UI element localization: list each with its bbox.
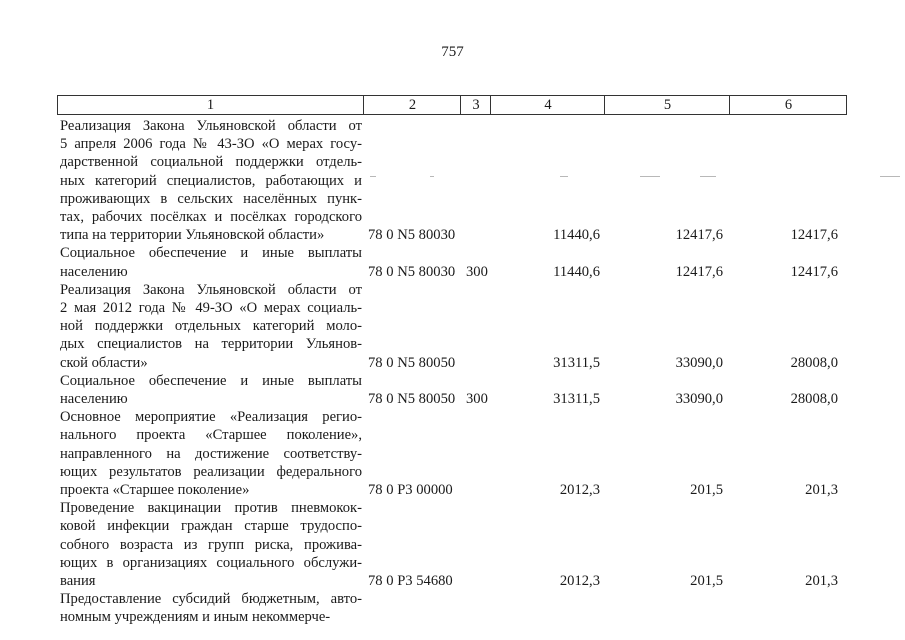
description-line: 5 апреля 2006 года № 43-ЗО «О мерах госу-: [60, 136, 362, 153]
description-line: 2 мая 2012 года № 49-ЗО «О мерах социаль-: [60, 300, 362, 316]
header-col-3: 3: [460, 96, 491, 114]
table-row-description: [60, 372, 362, 408]
scan-artifact: [560, 176, 568, 177]
description-line: Социальное обеспечение и иные выплаты: [60, 372, 362, 389]
value-col-5: 33090,0: [675, 354, 723, 371]
table-row-description: [60, 590, 362, 626]
header-col-5: 5: [604, 96, 730, 114]
description-line: собного возраста из групп риска, прожива-: [60, 536, 362, 553]
description-line: проживающих в сельских населённых пунк-: [60, 190, 362, 207]
description-line: населению: [60, 391, 128, 407]
value-col-6: 28008,0: [790, 391, 838, 407]
value-col-5: 201,5: [690, 482, 723, 498]
scan-artifact: [640, 176, 660, 177]
description-line: Основное мероприятие «Реализация регио-: [60, 409, 362, 426]
target-code: 78 0 N5 80030: [368, 227, 456, 244]
description-line: типа на территории Ульяновской области»: [60, 227, 325, 244]
description-line: Реализация Закона Ульяновской области от: [60, 118, 362, 134]
value-col-4: 2012,3: [559, 482, 600, 498]
table-row-description: [60, 117, 362, 244]
target-code: 78 0 N5 80050: [368, 391, 456, 407]
description-line: номным учреждениям и иным некоммерче-: [60, 609, 331, 626]
description-line: тах, рабочих посёлках и посёлках городского: [60, 209, 362, 226]
value-col-6: 201,3: [805, 573, 838, 589]
header-col-6: 6: [729, 96, 847, 114]
description-line: Проведение вакцинации против пневмокок-: [60, 500, 362, 517]
description-line: ной поддержки отдельных категорий моло-: [60, 318, 362, 335]
value-col-4: 11440,6: [553, 263, 600, 280]
expense-type: 300: [466, 263, 488, 280]
value-col-6: 28008,0: [790, 354, 838, 371]
scan-artifact: [370, 176, 376, 177]
table-row-description: [60, 281, 362, 372]
target-code: 78 0 N5 80050: [368, 354, 456, 371]
description-line: Реализация Закона Ульяновской области от: [60, 281, 362, 298]
value-col-4: 31311,5: [553, 391, 600, 407]
description-line: ющих в организациях социального обслужи-: [60, 554, 362, 571]
target-code: 78 0 P3 00000: [368, 482, 453, 498]
value-col-5: 12417,6: [675, 227, 723, 244]
value-col-6: 12417,6: [790, 263, 838, 280]
value-col-5: 12417,6: [675, 263, 723, 280]
description-line: дарственной социальной поддержки отдель-: [60, 154, 362, 171]
value-col-5: 33090,0: [675, 391, 723, 407]
scan-artifact: [880, 176, 900, 177]
description-line: нального проекта «Старшее поколение»,: [60, 427, 362, 444]
description-line: ющих результатов реализации федерального: [60, 463, 362, 480]
description-line: ных категорий специалистов, работающих и: [60, 172, 362, 189]
target-code: 78 0 P3 54680: [368, 573, 453, 589]
description-line: Предоставление субсидий бюджетным, авто-: [60, 591, 362, 608]
scan-artifact: [430, 176, 434, 177]
table-row-description: [60, 499, 362, 590]
value-col-4: 31311,5: [553, 354, 600, 371]
description-line: населению: [60, 263, 128, 280]
description-line: вания: [60, 573, 96, 589]
description-line: ковой инфекции граждан старше трудоспо-: [60, 518, 362, 535]
table-row-description: [60, 244, 362, 280]
page-number: 757: [441, 44, 464, 60]
table-row-description: [60, 408, 362, 499]
table-header: [57, 95, 847, 115]
description-line: ской области»: [60, 354, 148, 371]
value-col-4: 2012,3: [559, 573, 600, 589]
value-col-4: 11440,6: [553, 227, 600, 244]
scan-artifact: [700, 176, 716, 177]
value-col-6: 201,3: [805, 482, 838, 498]
description-line: дых специалистов на территории Ульянов-: [60, 336, 362, 353]
expense-type: 300: [466, 391, 488, 407]
header-col-1: 1: [206, 97, 215, 113]
target-code: 78 0 N5 80030: [368, 263, 456, 280]
header-col-2: 2: [363, 96, 461, 114]
value-col-6: 12417,6: [790, 227, 838, 244]
description-line: проекта «Старшее поколение»: [60, 482, 250, 498]
header-col-4: 4: [490, 96, 605, 114]
description-line: Социальное обеспечение и иные выплаты: [60, 245, 362, 262]
description-line: направленного на достижение соответству-: [60, 445, 362, 462]
value-col-5: 201,5: [690, 573, 723, 589]
